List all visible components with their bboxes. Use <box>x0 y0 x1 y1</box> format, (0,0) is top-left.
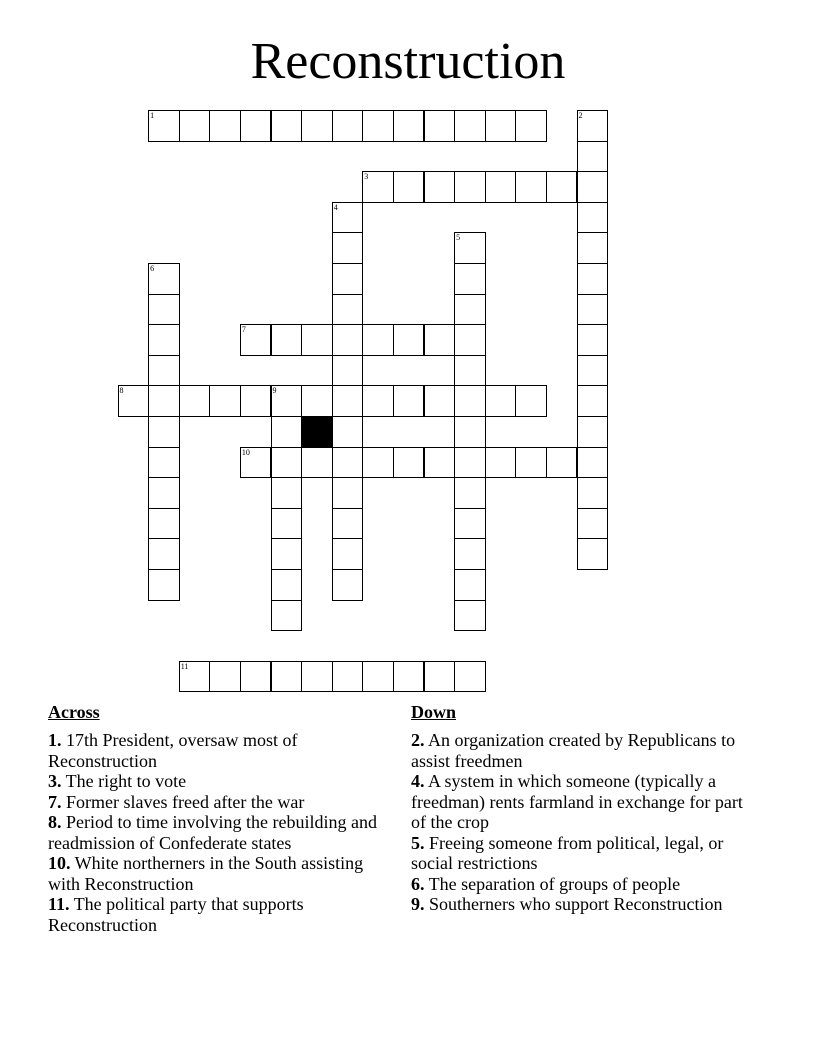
grid-cell[interactable] <box>271 324 303 356</box>
grid-cell[interactable] <box>271 661 303 693</box>
grid-cell[interactable] <box>577 110 609 142</box>
grid-cell[interactable] <box>148 294 180 326</box>
grid-cell[interactable] <box>301 661 333 693</box>
grid-cell[interactable] <box>148 263 180 295</box>
clue-number: 2 <box>578 111 583 120</box>
grid-cell[interactable] <box>148 355 180 387</box>
down-clue: 9. Southerners who support Reconstruction <box>411 894 723 914</box>
grid-cell[interactable] <box>271 600 303 632</box>
across-clue: 8. Period to time involving the rebuilding and readmission of Confederate states <box>48 812 377 853</box>
grid-cell[interactable] <box>332 355 364 387</box>
grid-cell[interactable] <box>424 110 456 142</box>
grid-cell[interactable] <box>577 385 609 417</box>
grid-cell[interactable] <box>393 447 425 479</box>
grid-cell[interactable] <box>332 477 364 509</box>
grid-cell[interactable] <box>577 232 609 264</box>
grid-cell[interactable] <box>577 171 609 203</box>
grid-cell[interactable] <box>332 202 364 234</box>
grid-cell[interactable] <box>424 447 456 479</box>
grid-cell[interactable] <box>332 385 364 417</box>
grid-cell[interactable] <box>454 355 486 387</box>
down-clues <box>411 700 756 915</box>
grid-cell[interactable] <box>454 477 486 509</box>
grid-cell[interactable] <box>454 110 486 142</box>
grid-cell[interactable] <box>240 110 272 142</box>
grid-cell[interactable] <box>271 385 303 417</box>
grid-cell[interactable] <box>179 661 211 693</box>
across-clue: 7. Former slaves freed after the war <box>48 791 305 812</box>
grid-cell[interactable] <box>515 110 547 142</box>
down-clue: 4. A system in which someone (typically a freedman) rents farmland in exchange for part of the crop <box>411 771 743 832</box>
clue-number: 5 <box>456 233 461 243</box>
grid-cell[interactable] <box>271 538 303 570</box>
grid-cell[interactable] <box>301 447 333 479</box>
grid-cell[interactable] <box>240 661 272 693</box>
grid-cell[interactable] <box>332 538 364 570</box>
grid-cell[interactable] <box>454 600 486 632</box>
grid-cell[interactable] <box>454 294 486 326</box>
grid-cell[interactable] <box>577 263 609 295</box>
grid-cell[interactable] <box>209 110 241 142</box>
grid-cell[interactable] <box>393 110 425 142</box>
grid-cell[interactable] <box>454 171 486 203</box>
grid-cell[interactable] <box>271 447 303 479</box>
grid-cell[interactable] <box>515 447 547 479</box>
grid-cell[interactable] <box>577 355 609 387</box>
down-clue: 6. The separation of groups of people <box>411 873 681 894</box>
clue-number: 7 <box>241 325 246 335</box>
across-clue: 11. The political party that supports Reconstruction <box>48 894 304 935</box>
grid-cell[interactable] <box>332 569 364 601</box>
across-clue: 1. 17th President, oversaw most of Reconstruction <box>48 730 298 771</box>
down-clue: 5. Freeing someone from political, legal, or social restrictions <box>411 832 724 873</box>
grid-cell[interactable] <box>148 508 180 540</box>
grid-cell[interactable] <box>424 385 456 417</box>
grid-cell[interactable] <box>577 202 609 234</box>
grid-cell[interactable] <box>332 110 364 142</box>
grid-cell[interactable] <box>148 569 180 601</box>
grid-cell[interactable] <box>485 385 517 417</box>
grid-cell[interactable] <box>362 324 394 356</box>
grid-cell[interactable] <box>577 477 609 509</box>
grid-cell[interactable] <box>148 416 180 448</box>
grid-cell[interactable] <box>332 508 364 540</box>
grid-cell[interactable] <box>454 416 486 448</box>
grid-cell[interactable] <box>454 661 486 693</box>
across-clue: 10. White northerners in the South assisting with Reconstruction <box>48 853 364 894</box>
grid-cell[interactable] <box>271 569 303 601</box>
down-heading: Down <box>411 702 457 722</box>
grid-cell[interactable] <box>454 385 486 417</box>
grid-cell[interactable] <box>546 171 578 203</box>
grid-cell[interactable] <box>424 171 456 203</box>
grid-cell[interactable] <box>454 508 486 540</box>
grid-cell[interactable] <box>515 171 547 203</box>
grid-cell[interactable] <box>424 324 456 356</box>
grid-cell[interactable] <box>332 263 364 295</box>
grid-cell[interactable] <box>362 171 394 203</box>
grid-cell[interactable] <box>271 508 303 540</box>
grid-cell[interactable] <box>148 385 180 417</box>
grid-cell[interactable] <box>148 324 180 356</box>
grid-cell[interactable] <box>118 385 150 417</box>
across-clues <box>48 700 393 935</box>
grid-cell[interactable] <box>301 110 333 142</box>
grid-cell[interactable] <box>271 416 303 448</box>
grid-cell[interactable] <box>577 294 609 326</box>
grid-cell[interactable] <box>362 661 394 693</box>
grid-cell[interactable] <box>148 538 180 570</box>
grid-cell[interactable] <box>577 447 609 479</box>
clue-number: 3 <box>364 172 369 182</box>
clue-number: 6 <box>150 264 155 273</box>
grid-cell[interactable] <box>362 385 394 417</box>
grid-cell[interactable] <box>240 324 272 356</box>
grid-cell[interactable] <box>454 447 486 479</box>
grid-cell[interactable] <box>485 447 517 479</box>
grid-cell[interactable] <box>393 171 425 203</box>
grid-cell[interactable] <box>454 324 486 356</box>
clue-number: 9 <box>272 386 277 396</box>
across-clue: 3. The right to vote <box>48 771 187 791</box>
grid-cell[interactable] <box>240 385 272 417</box>
grid-cell[interactable] <box>179 110 211 142</box>
grid-cell[interactable] <box>546 447 578 479</box>
grid-cell[interactable] <box>485 171 517 203</box>
grid-cell[interactable] <box>271 477 303 509</box>
clue-number: 1 <box>150 111 155 120</box>
grid-cell[interactable] <box>148 110 180 142</box>
black-square <box>301 416 333 448</box>
grid-cell[interactable] <box>332 232 364 264</box>
grid-cell[interactable] <box>209 385 241 417</box>
grid-cell[interactable] <box>454 569 486 601</box>
grid-cell[interactable] <box>240 447 272 479</box>
grid-cell[interactable] <box>148 477 180 509</box>
grid-cell[interactable] <box>332 324 364 356</box>
clue-number: 4 <box>333 202 338 212</box>
grid-cell[interactable] <box>393 324 425 356</box>
clue-number: 8 <box>119 386 124 396</box>
grid-cell[interactable] <box>332 416 364 448</box>
grid-cell[interactable] <box>454 232 486 264</box>
grid-cell[interactable] <box>148 447 180 479</box>
grid-cell[interactable] <box>332 447 364 479</box>
grid-cell[interactable] <box>362 447 394 479</box>
grid-cell[interactable] <box>424 661 456 693</box>
puzzle-title: Reconstruction <box>250 33 566 90</box>
grid-cell[interactable] <box>179 385 211 417</box>
grid-cell[interactable] <box>301 324 333 356</box>
grid-cell[interactable] <box>485 110 517 142</box>
grid-cell[interactable] <box>332 294 364 326</box>
grid-cell[interactable] <box>577 508 609 540</box>
grid-cell[interactable] <box>393 385 425 417</box>
down-clue: 2. An organization created by Republicans to assist freedmen <box>411 730 736 771</box>
grid-cell[interactable] <box>209 661 241 693</box>
grid-cell[interactable] <box>577 538 609 570</box>
grid-cell[interactable] <box>393 661 425 693</box>
grid-cell[interactable] <box>577 324 609 356</box>
clue-number: 10 <box>241 447 250 457</box>
grid-cell[interactable] <box>454 263 486 295</box>
grid-cell[interactable] <box>577 141 609 173</box>
across-heading: Across <box>48 702 100 722</box>
grid-cell[interactable] <box>454 538 486 570</box>
grid-cell[interactable] <box>515 385 547 417</box>
grid-cell[interactable] <box>271 110 303 142</box>
clue-number: 11 <box>180 661 189 671</box>
grid-cell[interactable] <box>301 385 333 417</box>
grid-cell[interactable] <box>332 661 364 693</box>
grid-cell[interactable] <box>577 416 609 448</box>
grid-cell[interactable] <box>362 110 394 142</box>
